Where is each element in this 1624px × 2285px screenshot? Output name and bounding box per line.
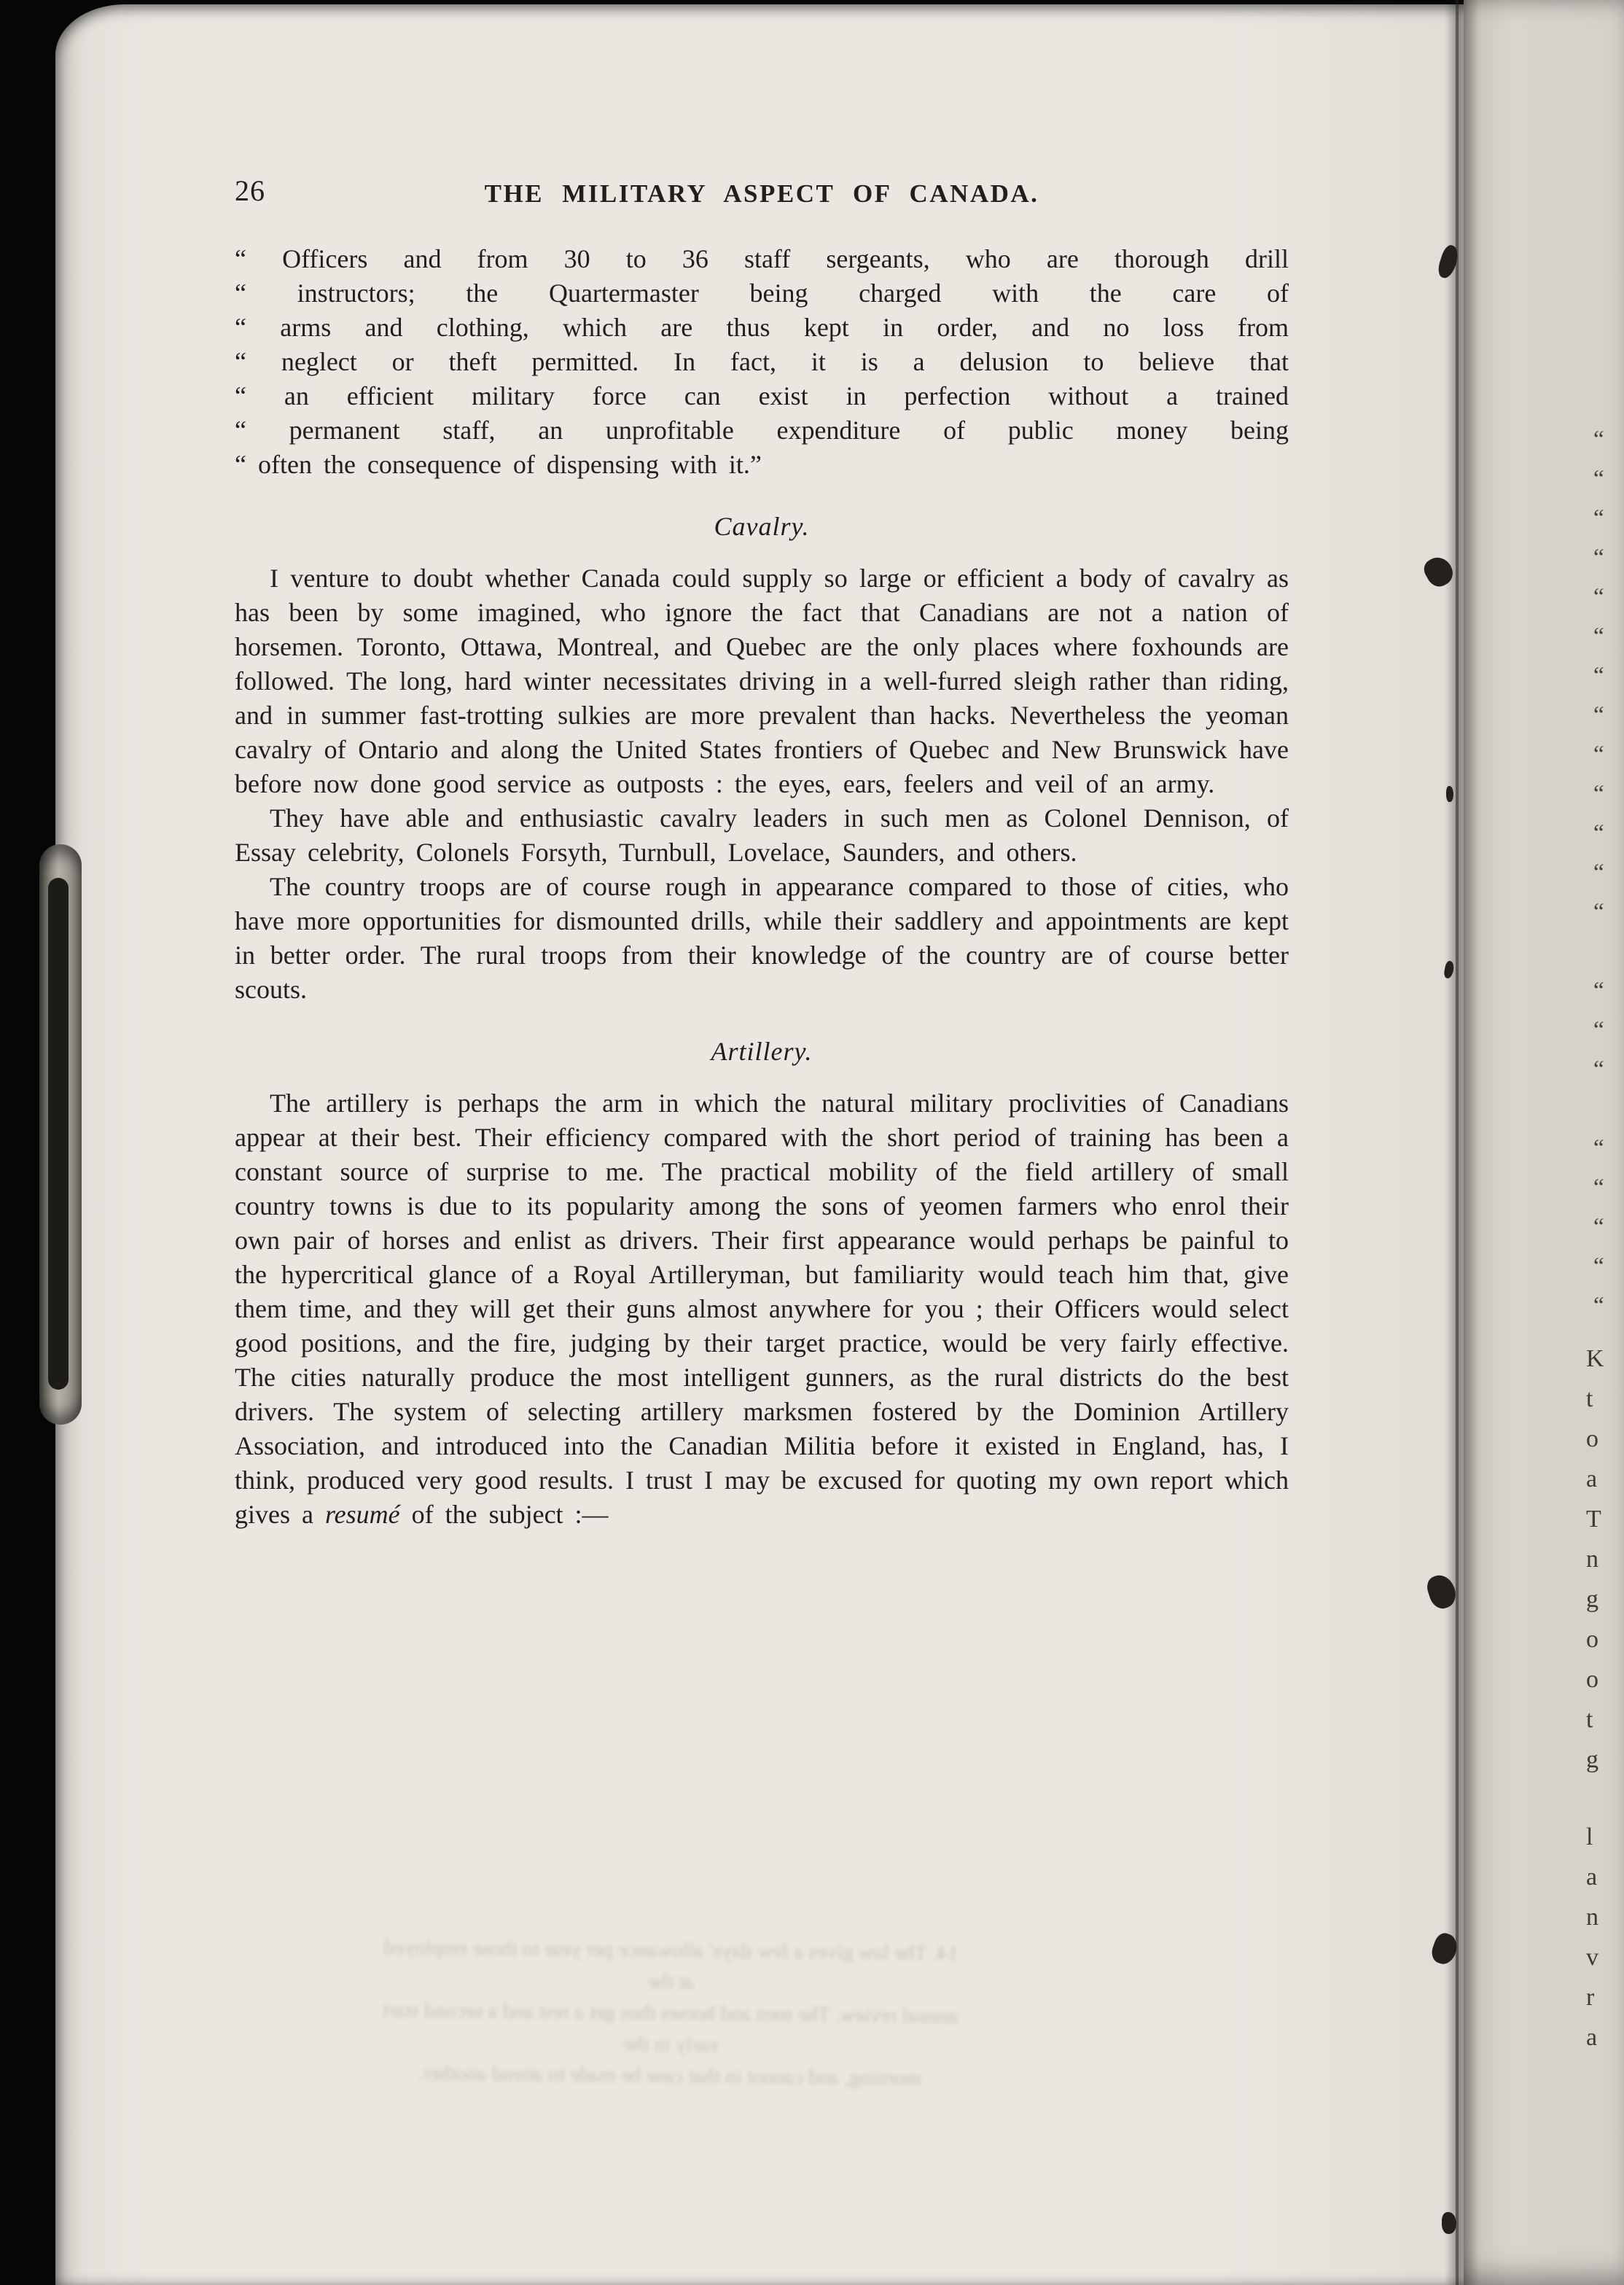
facing-quote-mark: “ — [1593, 1175, 1604, 1201]
facing-quote-mark: “ — [1593, 899, 1604, 925]
paragraph-artillery-tail: of the subject :— — [399, 1500, 609, 1529]
facing-letter: g — [1586, 1746, 1598, 1773]
paragraph-cavalry-1: I venture to doubt whether Canada could supply so large or efficient a body of cavalry as has been by some imagined, who ignore the fact that Canadians are not a nation of horsemen. Toronto, Ottawa, Montreal, and Quebec are the only places where foxhounds are followed. The long, hard winter necessitates driving in a well-furred sleigh rather than riding, and in summer fast-trotting sulkies are more prevalent than hacks. Nevertheless the yeoman cavalry of Ontario and along the United States frontiers of Quebec and New Brunswick have before now done good service as outposts : the eyes, ears, feelers and veil of an army. — [235, 564, 1289, 798]
facing-page-edge — [1464, 0, 1624, 2285]
quote-line: “ instructors; the Quartermaster being charged with the care of — [235, 279, 1289, 308]
facing-quote-mark: “ — [1593, 427, 1604, 453]
facing-quote-mark: “ — [1593, 1293, 1604, 1319]
facing-letter: v — [1586, 1944, 1598, 1971]
show-through-text — [378, 1932, 963, 2095]
page-header — [235, 174, 1289, 225]
book-page — [55, 4, 1464, 2285]
page-number: 26 — [235, 174, 265, 207]
facing-quote-mark: “ — [1593, 584, 1604, 610]
facing-quote-mark: “ — [1593, 663, 1604, 689]
quote-line: “ an efficient military force can exist in perfection without a trained — [235, 381, 1289, 410]
ghost-line: annual review. The men and horses thus get a rest and a second start early in the — [382, 1998, 959, 2057]
facing-quote-mark: “ — [1593, 741, 1604, 768]
facing-quote-mark: “ — [1593, 1056, 1604, 1083]
facing-letter: K — [1586, 1345, 1604, 1372]
facing-quote-mark: “ — [1593, 978, 1604, 1004]
opening-quotation — [235, 242, 1289, 482]
facing-quote-mark — [1593, 1089, 1623, 1129]
facing-quote-mark: “ — [1593, 702, 1604, 728]
binding-stitch — [1442, 2212, 1456, 2234]
paragraph-cavalry-3: The country troops are of course rough in appearance compared to those of cities, who have more opportunities for dismounted drills, while their saddlery and appointments are kept in better order. The rural troops from their knowledge of the country are of course better scouts. — [235, 872, 1289, 1004]
facing-quote-mark — [1593, 932, 1623, 971]
facing-letter: o — [1586, 1666, 1598, 1693]
section-heading-cavalry: Cavalry. — [714, 512, 810, 541]
facing-quote-mark: “ — [1593, 1253, 1604, 1280]
quote-line: “ neglect or theft permitted. In fact, it is a delusion to believe that — [235, 347, 1289, 376]
facing-quote-mark: “ — [1593, 1214, 1604, 1240]
facing-quote-mark: “ — [1593, 623, 1604, 650]
paragraph-artillery-italic-word: resumé — [324, 1500, 400, 1529]
paragraph-artillery — [235, 1086, 1289, 1532]
facing-letter: a — [1586, 2024, 1598, 2051]
page-text-column — [235, 174, 1289, 1532]
facing-letter: g — [1586, 1586, 1598, 1613]
binding-stitch — [1446, 786, 1453, 802]
facing-letter: T — [1586, 1506, 1601, 1533]
quote-line: “ permanent staff, an unprofitable expenditure of public money being — [235, 416, 1289, 445]
facing-quote-mark: “ — [1593, 545, 1604, 571]
facing-page-letter-column — [1586, 1339, 1624, 1780]
facing-quote-mark: “ — [1593, 781, 1604, 807]
facing-letter: l — [1586, 1823, 1593, 1850]
facing-letter: o — [1586, 1425, 1598, 1452]
facing-quote-mark: “ — [1593, 860, 1604, 886]
facing-letter: t — [1586, 1706, 1593, 1733]
running-header: THE MILITARY ASPECT OF CANADA. — [484, 179, 1039, 208]
quote-line: “ arms and clothing, which are thus kept in order, and no loss from — [235, 313, 1289, 342]
ghost-line: morning, and cannot in that case be made to attend another. — [418, 2061, 921, 2090]
facing-quote-mark: “ — [1593, 1135, 1604, 1161]
facing-letter: a — [1586, 1864, 1598, 1891]
ghost-line: 14. The law gives a few days' allowance per year to those employed at the — [383, 1935, 959, 1994]
paragraph-cavalry-2: They have able and enthusiastic cavalry leaders in such men as Colonel Dennison, of Essay celebrity, Colonels Forsyth, Turnbull, Lovelace, Saunders, and others. — [235, 803, 1289, 867]
facing-letter: o — [1586, 1626, 1598, 1653]
quote-line: “ often the consequence of dispensing with it.” — [235, 450, 762, 479]
section-heading-artillery: Artillery. — [711, 1037, 813, 1066]
facing-letter: a — [1586, 1465, 1598, 1492]
facing-letter: n — [1586, 1546, 1598, 1573]
facing-quote-mark: “ — [1593, 820, 1604, 846]
facing-quote-mark: “ — [1593, 1017, 1604, 1043]
quote-line: “ Officers and from 30 to 36 staff sergeants, who are thorough drill — [235, 244, 1289, 273]
facing-page-quote-column — [1593, 420, 1623, 1326]
facing-letter: n — [1586, 1904, 1598, 1931]
paragraph-artillery-text: The artillery is perhaps the arm in which the natural military proclivities of Canadians appear at their best. Their efficiency compared with the short period of training has been a constant source of surprise to me. The practical mobility of the field artillery of small country towns is due to its popularity among the sons of yeomen farmers who enrol their own pair of horses and enlist as drivers. Their first appearance would perhaps be painful to the hypercritical glance of a Royal Artilleryman, but familiarity would teach him that, give them time, and they will get their guns almost anywhere for you ; their Officers would select good positions, and the fire, judging by their target practice, would be very fairly effective. The cities naturally produce the most intelligent gunners, as the rural districts do the best drivers. The system of selecting artillery marksmen fostered by the Dominion Artillery Association, and introduced into the Canadian Militia before it existed in England, has, I think, produced very good results. I trust I may be excused for quoting my own report which gives a — [235, 1089, 1289, 1529]
facing-page-letter-column-2 — [1586, 1817, 1624, 2058]
facing-quote-mark: “ — [1593, 505, 1604, 532]
facing-letter: r — [1586, 1984, 1595, 2011]
facing-quote-mark: “ — [1593, 466, 1604, 492]
binding-clamp-slot — [48, 878, 69, 1390]
binding-clamp — [39, 844, 82, 1425]
facing-letter: t — [1586, 1385, 1593, 1412]
